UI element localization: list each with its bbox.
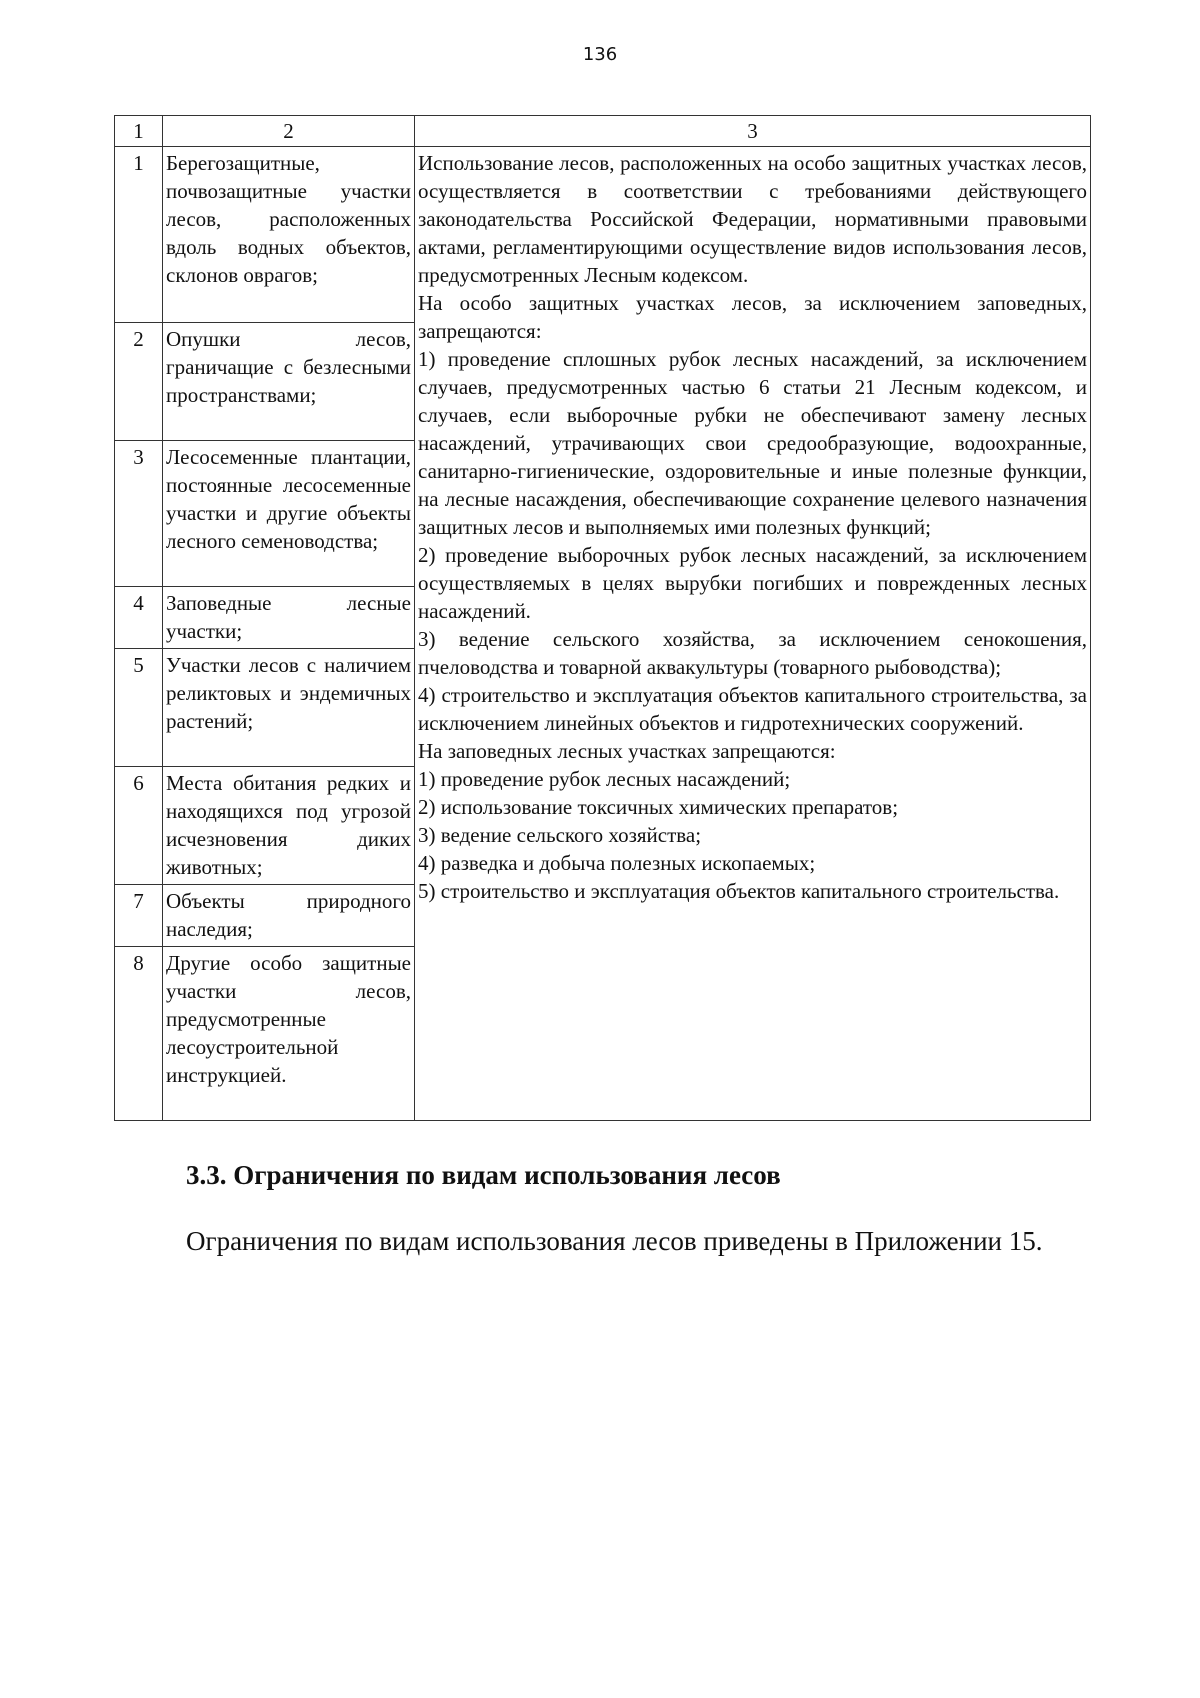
rules-paragraph: 4) строительство и эксплуатация объектов капитального строительства, за исключением линейных объектов и гидротехнических сооружений. [418,683,1087,735]
area-category: Опушки лесов, граничащие с безлесными пространствами; [163,323,415,441]
section-paragraph: Ограничения по видам использования лесов приведены в Приложении 15. [186,1226,1043,1256]
row-number: 5 [115,649,163,767]
table-row [115,147,1091,323]
area-category: Участки лесов с наличием реликтовых и эндемичных растений; [163,649,415,767]
column-header: 1 [115,116,163,147]
rules-paragraph: На заповедных лесных участках запрещаются: [418,739,836,763]
rules-paragraph: 1) проведение рубок лесных насаждений; [418,767,791,791]
column-header: 2 [163,116,415,147]
row-number: 4 [115,587,163,649]
protected-areas-table [114,115,1091,1121]
area-category: Берегозащитные, почвозащитные участки лесов, расположенных вдоль водных объектов, склонов оврагов; [163,147,415,323]
area-category: Места обитания редких и находящихся под угрозой исчезновения диких животных; [163,767,415,885]
rules-paragraph: 1) проведение сплошных рубок лесных насаждений, за исключением случаев, предусмотренных частью 6 статьи 21 Лесным кодексом, и случаев, если выборочные рубки не обеспечивают замену лесных насаждений, утрачивающих свои средообразующие, водоохранные, санитарно-гигиенические, оздоровительные и иные полезные функции, на лесные насаждения, обеспечивающие сохранение целевого назначения защитных лесов и выполняемых ими полезных функций; [418,347,1087,539]
row-number: 6 [115,767,163,885]
page-number: 136 [582,44,618,65]
rules-paragraph: Использование лесов, расположенных на особо защитных участках лесов, осуществляется в соответствии с требованиями действующего законодательства Российской Федерации, нормативными правовыми актами, регламентирующими осуществление видов использования лесов, предусмотренных Лесным кодексом. [418,151,1087,287]
column-header: 3 [415,116,1091,147]
area-category: Лесосеменные плантации, постоянные лесосеменные участки и другие объекты лесного семеноводства; [163,441,415,587]
area-category: Другие особо защитные участки лесов, предусмотренные лесоустроительной инструкцией. [163,947,415,1121]
area-category: Объекты природного наследия; [163,885,415,947]
row-number: 8 [115,947,163,1121]
row-number: 1 [115,147,163,323]
rules-paragraph: На особо защитных участках лесов, за исключением заповедных, запрещаются: [418,291,1087,343]
rules-paragraph: 2) проведение выборочных рубок лесных насаждений, за исключением осуществляемых в целях вырубки погибших и поврежденных лесных насаждений. [418,543,1087,623]
area-category: Заповедные лесные участки; [163,587,415,649]
row-number: 3 [115,441,163,587]
rules-paragraph: 3) ведение сельского хозяйства, за исключением сенокошения, пчеловодства и товарной аквакультуры (товарного рыбоводства); [418,627,1087,679]
row-number: 2 [115,323,163,441]
rules-paragraph: 5) строительство и эксплуатация объектов капитального строительства. [418,879,1060,903]
table-header-row [115,116,1091,147]
rules-paragraph: 4) разведка и добыча полезных ископаемых; [418,851,816,875]
section-heading: 3.3. Ограничения по видам использования лесов [186,1160,781,1190]
rules-paragraph: 2) использование токсичных химических препаратов; [418,795,899,819]
rules-paragraph: 3) ведение сельского хозяйства; [418,823,702,847]
usage-rules-cell [415,147,1091,1121]
row-number: 7 [115,885,163,947]
